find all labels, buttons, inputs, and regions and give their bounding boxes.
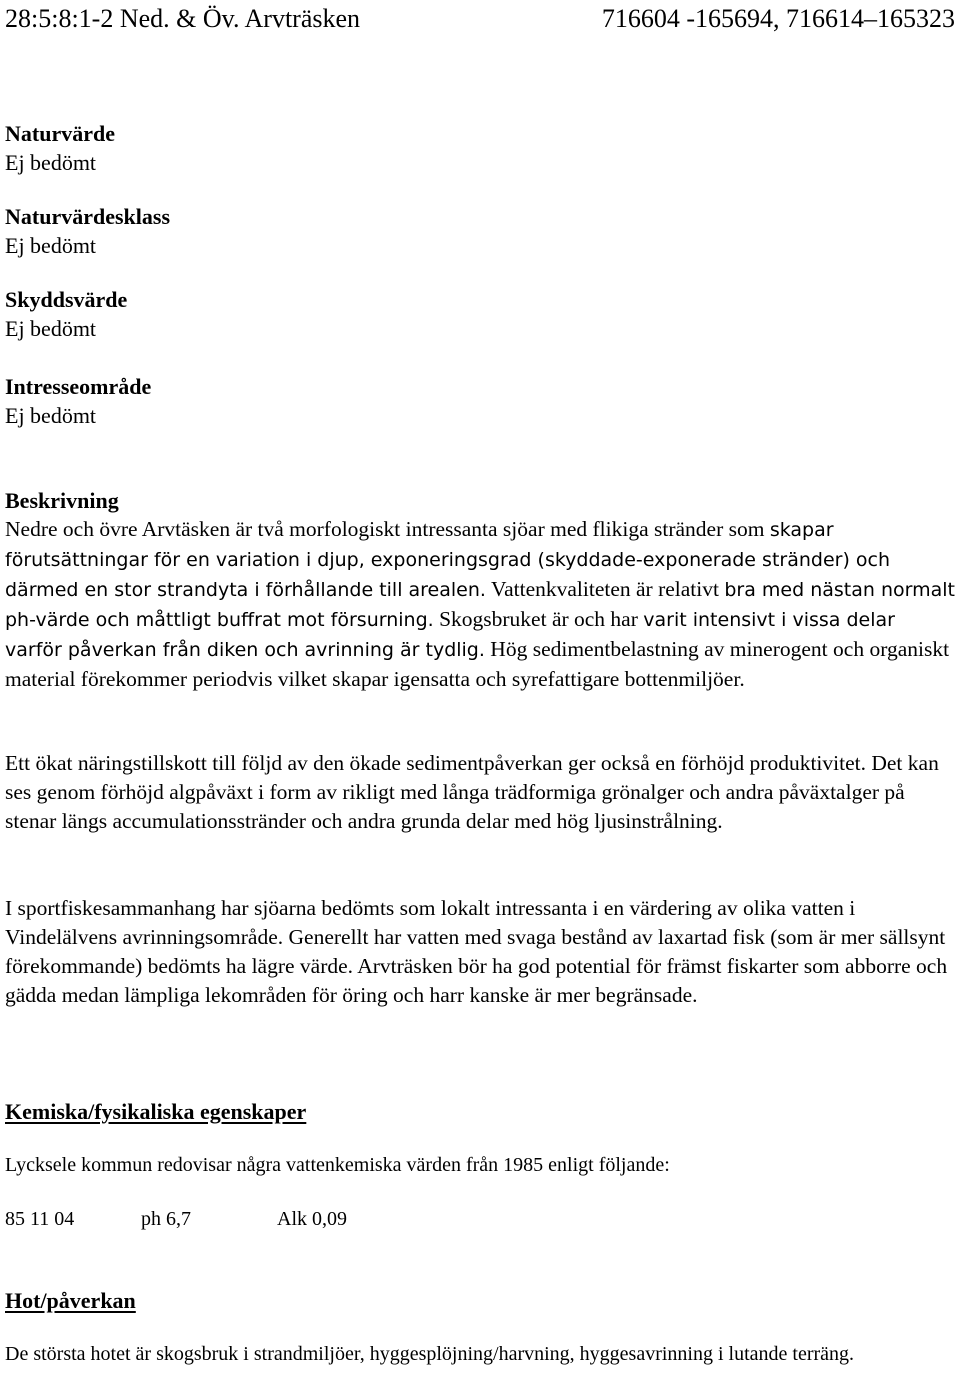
text-run: Skogsbruket är och har [439, 607, 638, 631]
field-value: Ej bedömt [5, 150, 97, 175]
text-run: Hög sedimentbelastning av minerogent och organiskt material förekommer periodvis vilket skapar igensatta och syrefattigare bottenmiljöer. [5, 637, 950, 691]
beskrivning-paragraph-2: Ett ökat näringstillskott till följd av den ökade sedimentpåverkan ger också en förhöjd produktivitet. Det kan ses genom förhöjd algpåväxt i form av rikligt med långa trädformiga grönalger och andra påväxtalger på stenar längs accumulationsstränder och andra grunda delar med hög ljusinstrålning. [5, 751, 939, 833]
field-value: Ej bedömt [5, 316, 97, 341]
kemiska-intro: Lycksele kommun redovisar några vattenkemiska värden från 1985 enligt följande: [5, 1154, 670, 1176]
field-value: Ej bedömt [5, 233, 97, 258]
sample-date: 85 11 04 [5, 1208, 75, 1230]
hot-text: De största hotet är skogsbruk i strandmiljöer, hyggesplöjning/harvning, hyggesavrinning i lutande terräng. [5, 1343, 855, 1365]
beskrivning-paragraph-3-block [5, 894, 955, 1010]
alk-value: Alk 0,09 [277, 1208, 347, 1230]
field-value: Ej bedömt [5, 403, 97, 428]
kemiska-heading: Kemiska/fysikaliska egenskaper [5, 1099, 307, 1124]
field-label: Naturvärde [5, 121, 115, 146]
text-run: bra med nästan normalt ph-värde och måttligt buffrat mot försurning. [5, 579, 955, 631]
header-coordinates: 716604 -165694, 716614–165323 [601, 4, 955, 33]
text-run: Vattenkvaliteten är relativt [490, 577, 719, 601]
field-intresseomrade [5, 372, 955, 430]
field-label: Naturvärdesklass [5, 204, 171, 229]
page-header [5, 2, 955, 36]
field-label: Skyddsvärde [5, 287, 128, 312]
hot-text-block [5, 1340, 955, 1369]
beskrivning-paragraph-2-block [5, 749, 955, 836]
text-run: varit intensivt i vissa delar varför påverkan från diken och avrinning är tydlig. [5, 609, 895, 661]
ph-value: ph 6,7 [141, 1208, 191, 1230]
header-title: 28:5:8:1-2 Ned. & Öv. Arvträsken [5, 4, 361, 33]
field-naturvardesklass [5, 202, 955, 260]
kemiska-section [5, 1097, 955, 1126]
beskrivning-paragraph-1 [5, 515, 955, 694]
kemiska-values-row [5, 1205, 955, 1234]
beskrivning-label: Beskrivning [5, 488, 119, 513]
field-naturvarde [5, 119, 955, 177]
field-label: Intresseområde [5, 374, 152, 399]
hot-section [5, 1286, 955, 1315]
beskrivning-paragraph-3: I sportfiskesammanhang har sjöarna bedömts som lokalt intressanta i en värdering av olika vatten i Vindelälvens avrinningsområde. Generellt har vatten med svaga bestånd av laxartad fisk (som är mer sällsynt förekommande) bedömts ha lägre värde. Arvträsken bör ha god potential för främst fiskarter som abborre och gädda medan lämpliga lekområden för öring och harr kanske är mer begränsade. [5, 896, 948, 1007]
kemiska-intro-block [5, 1151, 955, 1180]
text-run: Nedre och övre Arvtäsken är två morfologiskt intressanta sjöar med flikiga stränder som [5, 517, 765, 541]
field-skyddsvarde [5, 285, 955, 343]
text-run: skapar förutsättningar för en variation i djup, exponeringsgrad (skyddade-exponerade stränder) och därmed en stor strandyta i förhållande till arealen. [5, 519, 891, 601]
beskrivning-section [5, 486, 955, 694]
hot-heading: Hot/påverkan [5, 1288, 136, 1313]
